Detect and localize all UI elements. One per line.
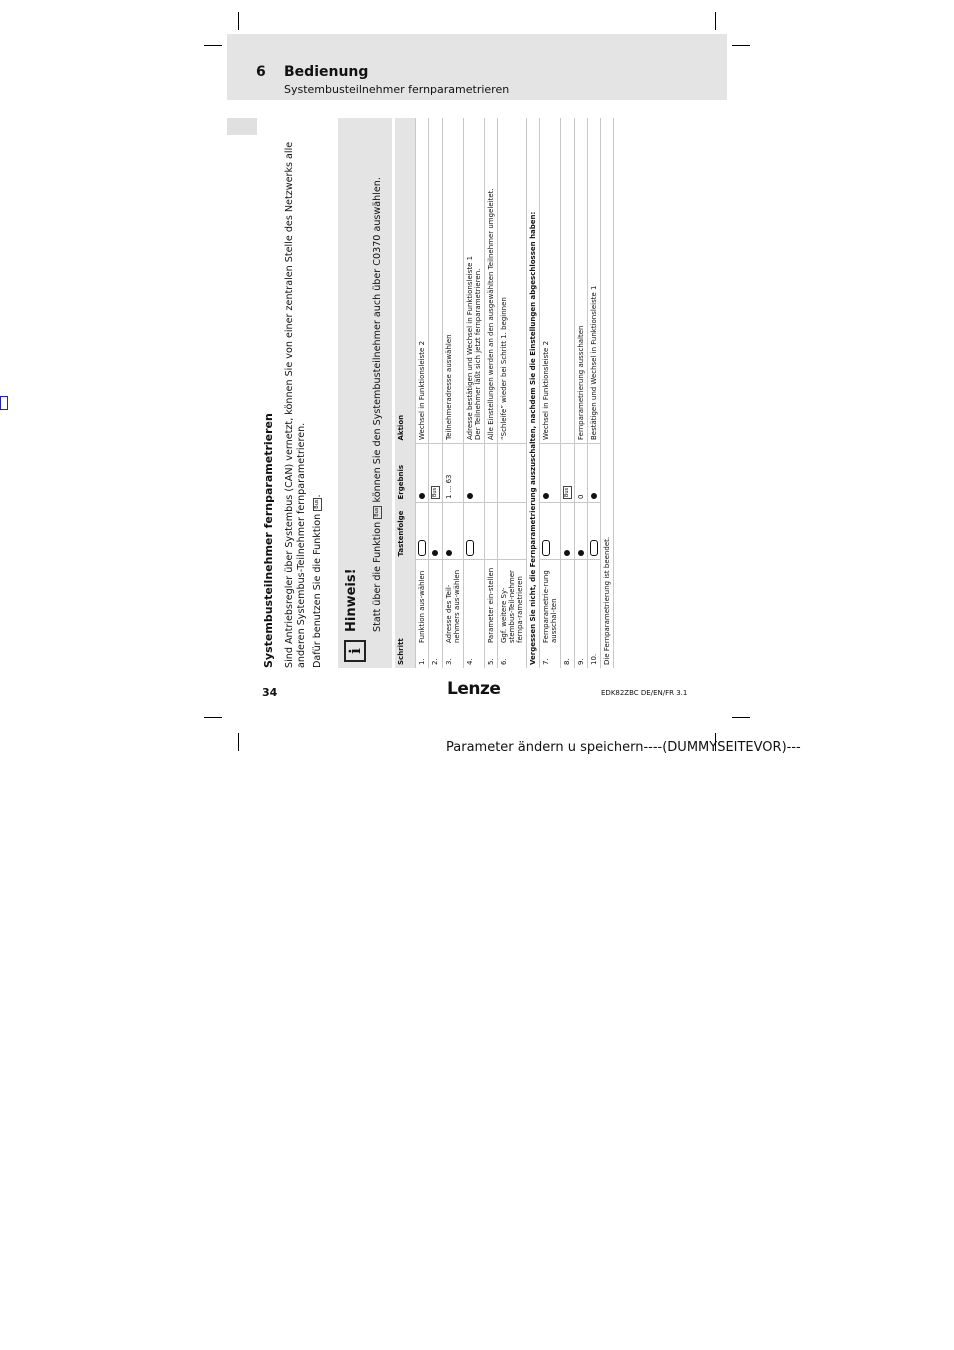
crop-mark <box>732 717 750 718</box>
dummy-page-text: Parameter ändern u speichern----(DUMMYSEITEVOR)--- <box>446 740 801 755</box>
crop-mark <box>732 45 750 46</box>
crop-mark <box>238 12 239 30</box>
table-row <box>575 118 588 668</box>
row-step: Adresse des Teil-nehmers aus-wählen <box>443 560 464 647</box>
note-suffix: können Sie den Systembusteilnehmer auch über C0370 auswählen. <box>372 177 383 503</box>
row-action <box>561 118 575 444</box>
level-1-icon <box>467 493 473 499</box>
row-keys <box>540 503 561 560</box>
warning-text: Vergessen Sie nicht, die Fernparametrierung auszuschalten, nachdem Sie die Einstellungen abgeschlossen haben: <box>527 118 540 668</box>
row-step <box>561 560 575 647</box>
table-row <box>498 118 527 668</box>
row-keys <box>575 503 588 560</box>
row-result <box>561 444 575 503</box>
note-prefix: Statt über die Funktion <box>372 521 383 632</box>
row-action: Bestätigen und Wechsel in Funktionsleiste 1 <box>588 118 601 444</box>
selection-marker <box>0 396 8 410</box>
row-step <box>429 560 443 647</box>
row-action: Wechsel in Funktionsleiste 2 <box>416 118 429 444</box>
header-keys: Tastenfolge <box>395 503 416 560</box>
down-key-icon <box>578 550 584 556</box>
note-box <box>338 118 392 668</box>
row-num: 7. <box>540 646 561 668</box>
row-num: 9. <box>575 646 588 668</box>
info-icon: i <box>344 640 366 662</box>
p2-suffix: . <box>312 494 323 498</box>
enter-key-icon <box>590 540 598 556</box>
bus-key-icon: Bus <box>373 507 380 517</box>
crop-mark <box>204 45 222 46</box>
row-keys <box>498 503 527 560</box>
lenze-logo: Lenze <box>447 679 501 699</box>
row-step: Ggf. weitere Sy-stembus-Teil-nehmer fernpa-rametrieren <box>498 560 527 647</box>
row-step: Funktion aus-wählen <box>416 560 429 647</box>
row-action: Adresse bestätigen und Wechsel in Funktionsleiste 1 Der Teilnehmer läßt sich jetzt fernparametrieren. <box>464 118 485 444</box>
row-action: Alle Einstellungen werden an den ausgewählten Teilnehmer umgeleitet. <box>485 118 498 444</box>
table-header <box>395 118 416 668</box>
row-num: 3. <box>443 646 464 668</box>
bus-key-icon: Bus <box>432 487 438 497</box>
row-result <box>485 444 498 503</box>
header-step: Schritt <box>395 560 416 669</box>
up-down-key-icon <box>432 550 438 556</box>
row-num: 1. <box>416 646 429 668</box>
table-footer-row <box>601 118 614 668</box>
crop-mark <box>204 717 222 718</box>
row-keys <box>485 503 498 560</box>
row-action <box>429 118 443 444</box>
chapter-title: Bedienung <box>284 64 369 80</box>
row-action: Fernparametrierung ausschalten <box>575 118 588 444</box>
row-keys <box>588 503 601 560</box>
header-result: Ergebnis <box>395 444 416 503</box>
row-action: Wechsel in Funktionsleiste 2 <box>540 118 561 444</box>
steps-table <box>395 118 614 668</box>
page-number: 34 <box>262 686 278 699</box>
row-result <box>416 444 429 503</box>
crop-mark <box>715 12 716 30</box>
row-num: 5. <box>485 646 498 668</box>
level-1-icon <box>591 493 597 499</box>
bus-key-icon: Bus <box>564 487 570 497</box>
row-num: 6. <box>498 646 527 668</box>
row-result <box>498 444 527 503</box>
row-result <box>540 444 561 503</box>
row-step <box>588 560 601 647</box>
up-down-key-icon <box>564 550 570 556</box>
row-num: 10. <box>588 646 601 668</box>
row-action: “Schleife” wieder bei Schritt 1. beginnen <box>498 118 527 444</box>
bus-key-icon: Bus <box>313 499 320 509</box>
table-row <box>464 118 485 668</box>
table-row <box>540 118 561 668</box>
enter-key-icon <box>542 540 550 556</box>
row-action: Teilnehmeradresse auswählen <box>443 118 464 444</box>
row-result <box>588 444 601 503</box>
section-paragraph: Sind Antriebsregler über Systembus (CAN) vernetzt, können Sie von einer zentralen Stelle des Netzwerks alle anderen Systembus-Teilnehmer fernparametrieren. <box>284 141 307 668</box>
section-paragraph-2 <box>312 494 323 668</box>
row-keys <box>416 503 429 560</box>
note-title: Hinweis! <box>344 568 359 632</box>
table-row <box>561 118 575 668</box>
row-keys <box>443 503 464 560</box>
row-step: Fernparametrie-rung ausschal-ten <box>540 560 561 647</box>
row-step <box>575 560 588 647</box>
table-row <box>416 118 429 668</box>
level-2-icon <box>543 493 549 499</box>
level-2-icon <box>419 493 425 499</box>
row-num: 2. <box>429 646 443 668</box>
rotated-content <box>262 118 696 668</box>
row-result: 1 ... 63 <box>443 444 464 503</box>
row-keys <box>561 503 575 560</box>
table-row <box>443 118 464 668</box>
warning-row <box>527 118 540 668</box>
row-keys <box>429 503 443 560</box>
table-row <box>588 118 601 668</box>
row-keys <box>464 503 485 560</box>
crop-mark <box>238 733 239 751</box>
chapter-subtitle: Systembusteilnehmer fernparametrieren <box>284 83 510 96</box>
enter-key-icon <box>418 540 426 556</box>
row-step: Parameter ein-stellen <box>485 560 498 647</box>
row-result <box>429 444 443 503</box>
row-result: 0 <box>575 444 588 503</box>
up-down-key-icon <box>446 550 452 556</box>
row-result <box>464 444 485 503</box>
enter-key-icon <box>466 540 474 556</box>
row-step <box>464 560 485 647</box>
note-text <box>372 177 383 632</box>
document-reference: EDK82ZBC DE/EN/FR 3.1 <box>601 689 688 697</box>
section-title: Systembusteilnehmer fernparametrieren <box>262 413 275 668</box>
p2-prefix: Dafür benutzen Sie die Funktion <box>312 513 323 668</box>
chapter-number: 6 <box>256 64 266 80</box>
row-num: 4. <box>464 646 485 668</box>
row-num: 8. <box>561 646 575 668</box>
table-row <box>429 118 443 668</box>
side-tab <box>227 118 257 135</box>
table-row <box>485 118 498 668</box>
table-footer: Die Fernparametrierung ist beendet. <box>601 118 614 668</box>
header-action: Aktion <box>395 118 416 444</box>
